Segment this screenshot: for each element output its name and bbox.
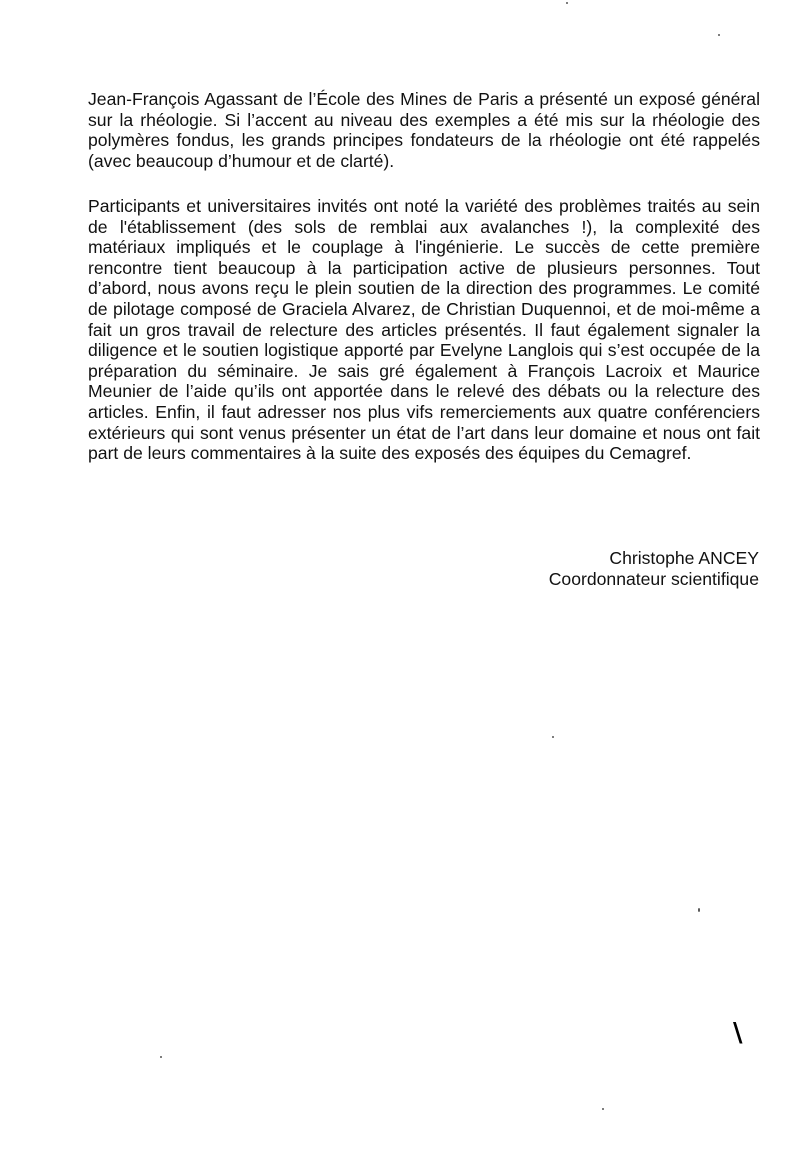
scan-speck	[160, 1056, 162, 1058]
signature-name: Christophe ANCEY	[609, 548, 759, 568]
scan-speck	[698, 908, 700, 912]
paragraph-rheology-talk: Jean-François Agassant de l’École des Mines de Paris a présenté un exposé général sur la rhéologie. Si l’accent au niveau des exemples a été mis sur la rhéologie des polymères fondus, les grands principes fondateurs de la rhéologie ont été rappelés (avec beaucoup d’humour et de clarté).	[88, 89, 760, 171]
paragraph-acknowledgements: Participants et universitaires invités ont noté la variété des problèmes traités au sein de l'établissement (des sols de remblai aux avalanches !), la complexité des matériaux impliqués et le couplage à l'ingénierie. Le succès de cette première rencontre tient beaucoup à la participation active de plusieurs personnes. Tout d’abord, nous avons reçu le plein soutien de la direction des programmes. Le comité de pilotage composé de Graciela Alvarez, de Christian Duquennoi, et de moi-même a fait un gros travail de relecture des articles présentés. Il faut également signaler la diligence et le soutien logistique apporté par Evelyne Langlois qui s’est occupée de la préparation du séminaire. Je sais gré également à François Lacroix et Maurice Meunier de l’aide qu’ils ont apportée dans le relevé des débats ou la relecture des articles. Enfin, il faut adresser nos plus vifs remerciements aux quatre conférenciers extérieurs qui sont venus présenter un état de l’art dans leur domaine et nous ont fait part de leurs commentaires à la suite des exposés des équipes du Cemagref.	[88, 196, 760, 464]
signature-role: Coordonnateur scientifique	[548, 569, 759, 589]
scan-speck	[718, 34, 720, 36]
scan-speck	[566, 2, 568, 4]
signature-block	[549, 548, 759, 590]
scan-speck	[552, 736, 554, 738]
page-mark: \	[733, 1018, 743, 1048]
scan-speck	[602, 1108, 604, 1110]
